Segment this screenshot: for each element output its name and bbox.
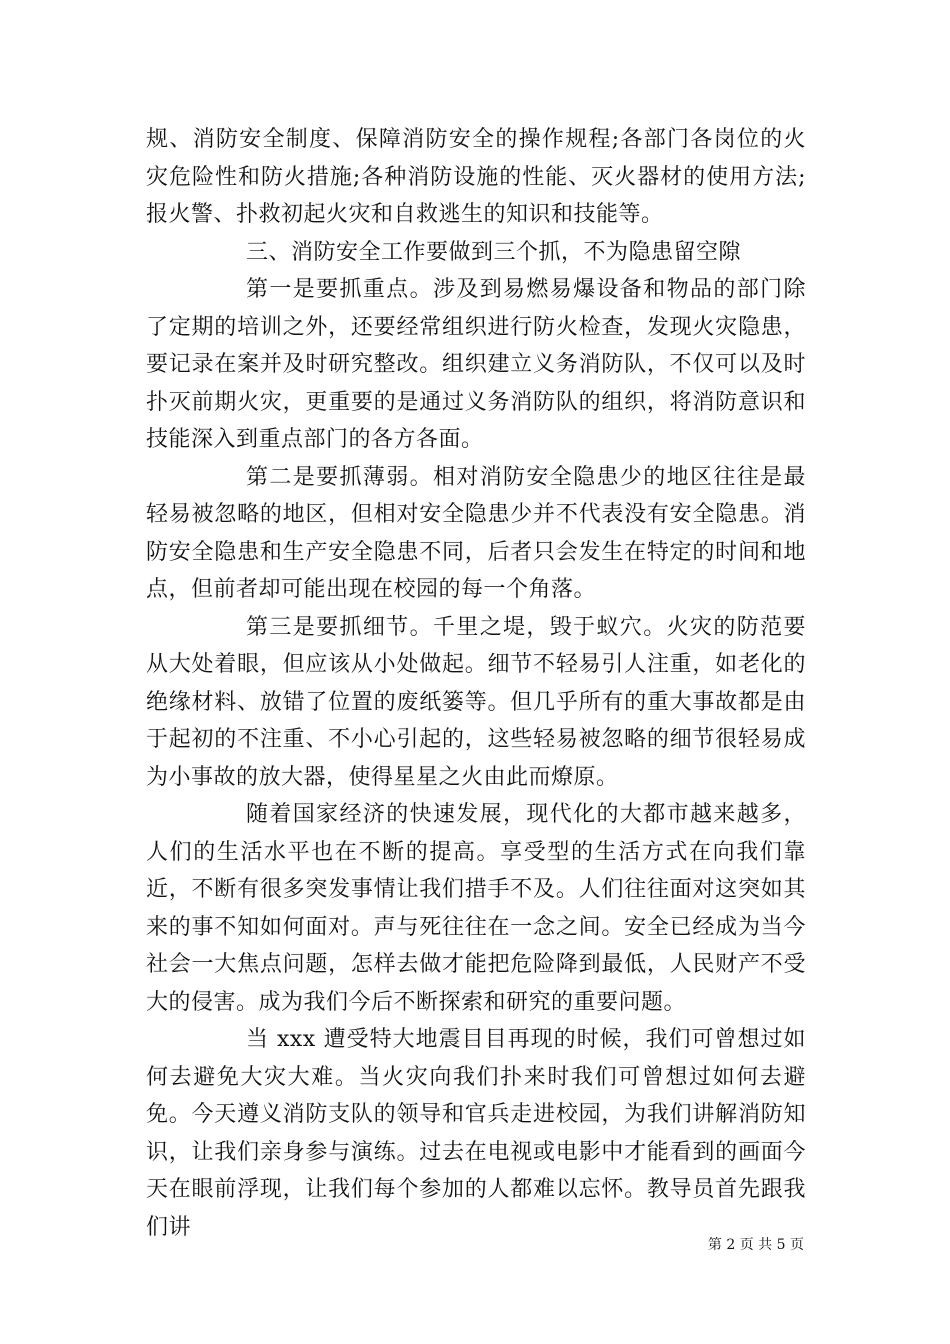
paragraph-3: 第二是要抓薄弱。相对消防安全隐患少的地区往往是最轻易被忽略的地区，但相对安全隐患少并不代表没有安全隐患。消防安全隐患和生产安全隐患不同，后者只会发生在特定的时间和地点，但前者却可能出现在校园的每一个角落。 [146,464,806,602]
paragraph-4: 第三是要抓细节。千里之堤，毁于蚁穴。火灾的防范要从大处着眼，但应该从小处做起。细节不轻易引人注重，如老化的绝缘材料、放错了位置的废纸篓等。但几乎所有的重大事故都是由于起初的不注重、不小心引起的，这些轻易被忽略的细节很轻易成为小事故的放大器，使得星星之火由此而燎原。 [146,614,806,790]
document-body [146,121,806,1246]
paragraph-5: 随着国家经济的快速发展，现代化的大都市越来越多，人们的生活水平也在不断的提高。享受型的生活方式在向我们靠近，不断有很多突发事情让我们措手不及。人们往往面对这突如其来的事不知如何面对。声与死往往在一念之间。安全已经成为当今社会一大焦点问题，怎样去做才能把危险降到最低，人民财产不受大的侵害。成为我们今后不断探索和研究的重要问题。 [146,802,806,1015]
paragraph-2: 第一是要抓重点。涉及到易燃易爆设备和物品的部门除了定期的培训之外，还要经常组织进行防火检查，发现火灾隐患，要记录在案并及时研究整改。组织建立义务消防队，不仅可以及时扑灭前期火灾，更重要的是通过义务消防队的组织，将消防意识和技能深入到重点部门的各方各面。 [146,277,806,452]
paragraph-6: 当 xxx 遭受特大地震目目再现的时候，我们可曾想过如何去避免大灾大难。当火灾向我们扑来时我们可曾想过如何去避免。今天遵义消防支队的领导和官兵走进校园，为我们讲解消防知识，让我们亲身参与演练。过去在电视或电影中才能看到的画面今天在眼前浮现，让我们每个参加的人都难以忘怀。教导员首先跟我们讲 [146,1027,806,1240]
section-heading: 三、消防安全工作要做到三个抓，不为隐患留空隙 [246,239,742,265]
page-number: 第 2 页 共 5 页 [707,1237,804,1253]
paragraph-1: 规、消防安全制度、保障消防安全的操作规程;各部门各岗位的火灾危险性和防火措施;各种消防设施的性能、灭火器材的使用方法;报火警、扑救初起火灾和自救逃生的知识和技能等。 [146,127,806,227]
